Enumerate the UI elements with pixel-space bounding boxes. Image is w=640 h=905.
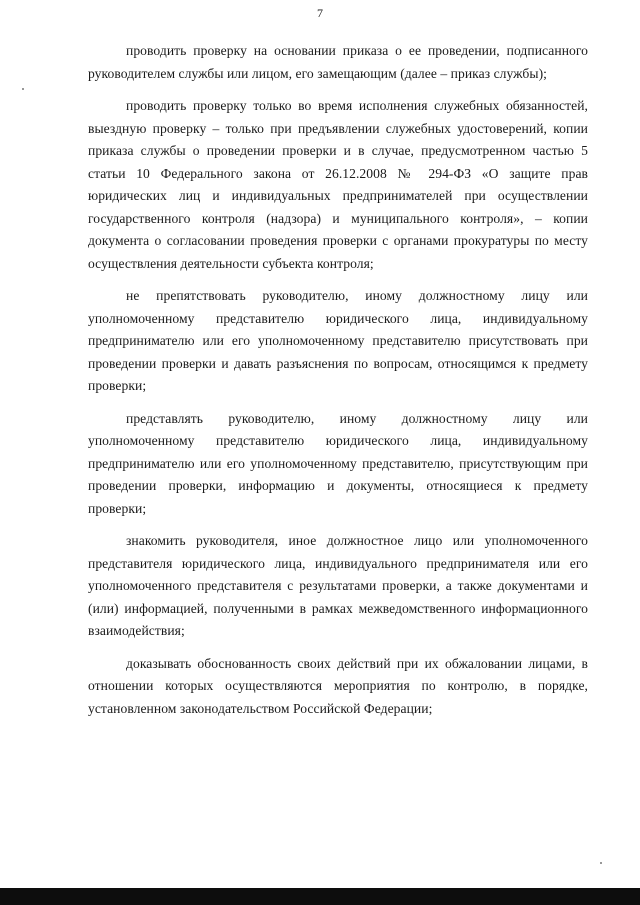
scan-bottom-edge [0, 888, 640, 905]
paragraph-6: доказывать обоснованность своих действий при их обжаловании лицами, в отношении которых осуществляются мероприятия по контролю, в порядке, установленном законодательством Российской Федерации; [88, 655, 588, 716]
paragraph-2: проводить проверку только во время исполнения служебных обязанностей, выездную проверку – только при предъявлении служебных удостоверений, копии приказа службы о проведении проверки и в случае, предусмотренном частью 5 статьи 10 Федерального закона от 26.12.2008 № 294-ФЗ «О защите прав юридических лиц и индивидуальных предпринимателей при осуществлении государственного контроля (надзора) и муниципального контроля», – копии документа о согласовании проведения проверки с органами прокуратуры по месту осуществления деятельности субъекта контроля; [88, 98, 588, 271]
document-body [88, 40, 588, 730]
scan-speck [600, 862, 602, 864]
paragraph-1: проводить проверку на основании приказа о ее проведении, подписанного руководителем службы или лицом, его замещающим (далее – приказ службы); [88, 43, 588, 81]
scan-speck [22, 88, 24, 90]
paragraph-3: не препятствовать руководителю, иному должностному лицу или уполномоченному представителю юридического лица, индивидуальному предпринимателю или его уполномоченному представителю присутствовать при проведении проверки и давать разъяснения по вопросам, относящимся к предмету проверки; [88, 288, 588, 393]
paragraph-5: знакомить руководителя, иное должностное лицо или уполномоченного представителя юридического лица, индивидуального предпринимателя или его уполномоченного представителя с результатами проверки, а также документами и (или) информацией, полученными в рамках межведомственного информационного взаимодействия; [88, 533, 588, 638]
page-number: 7 [317, 6, 323, 20]
paragraph-4: представлять руководителю, иному должностному лицу или уполномоченному представителю юридического лица, индивидуальному предпринимателю или его уполномоченному представителю, присутствующим при проведении проверки, информацию и документы, относящиеся к предмету проверки; [88, 410, 588, 516]
